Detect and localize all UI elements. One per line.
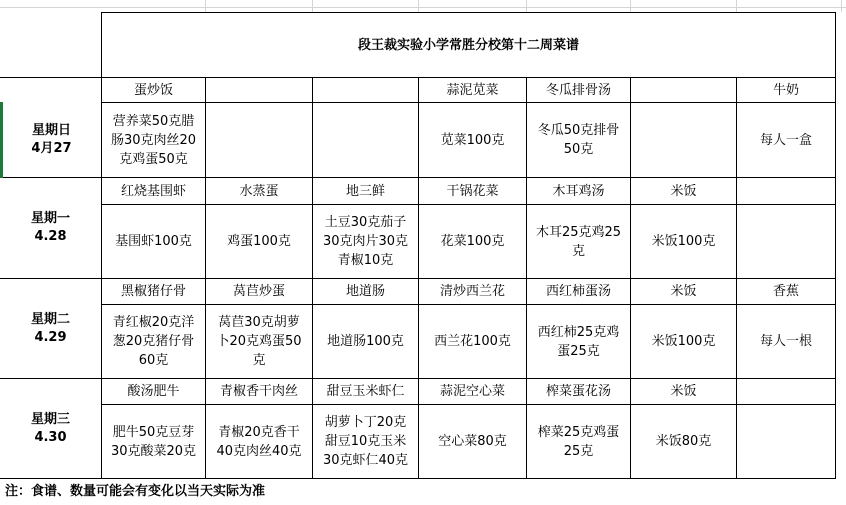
ingredient-cell[interactable]: 地道肠100克 (327, 334, 404, 349)
footer-note: 注：食谱、数量可能会有变化以当天实际为准 (5, 483, 266, 499)
gridline (0, 7, 846, 8)
dish-name[interactable]: 榨菜蛋花汤 (545, 384, 611, 399)
gridline (312, 0, 313, 12)
ingredient-cell[interactable]: 胡萝卜丁20克 甜豆10克玉米 30克虾仁40克 (322, 415, 409, 468)
day-label[interactable]: 星期日 4月27 (31, 122, 72, 156)
dish-name[interactable] (631, 78, 736, 102)
dish-name[interactable]: 清炒西兰花 (439, 284, 505, 299)
dish-name[interactable]: 蛋炒饭 (133, 82, 173, 98)
ingredient-cell[interactable]: 榨菜25克鸡蛋 25克 (537, 424, 620, 459)
ingredient-cell[interactable]: 米饭100克 (651, 334, 716, 349)
dish-name[interactable]: 米饭 (670, 384, 697, 399)
dish-name[interactable]: 蒜泥苋菜 (446, 82, 499, 98)
ingredient-cell[interactable]: 莴苣30克胡萝 卜20克鸡蛋50 克 (216, 315, 302, 368)
ingredient-cell[interactable]: 肥牛50克豆芽 30克酸菜20克 (110, 424, 197, 459)
ingredient-cell[interactable]: 米饭80克 (655, 434, 712, 449)
ingredient-cell[interactable]: 空心菜80克 (438, 434, 507, 449)
ingredient-cell[interactable]: 青椒20克香干 40克肉丝40克 (216, 424, 302, 459)
dish-name[interactable]: 西红柿蛋汤 (545, 284, 611, 299)
dish-name[interactable]: 木耳鸡汤 (552, 183, 605, 199)
dish-name[interactable]: 地三鲜 (345, 183, 385, 199)
ingredient-cell[interactable]: 每人一盒 (759, 132, 812, 148)
ingredient-cell[interactable]: 营养菜50克腊 肠30克肉丝20 克鸡蛋50克 (110, 113, 197, 167)
dish-name[interactable]: 水蒸蛋 (239, 183, 279, 199)
dish-name[interactable]: 蒜泥空心菜 (439, 384, 505, 399)
day-label[interactable]: 星期三 4.30 (30, 411, 70, 445)
dish-name[interactable]: 干锅花菜 (446, 183, 499, 199)
dish-name[interactable]: 酸汤肥牛 (127, 384, 180, 399)
dish-name[interactable]: 黑椒猪仔骨 (120, 284, 186, 299)
dish-name[interactable] (737, 379, 835, 404)
ingredient-cell[interactable] (631, 103, 736, 177)
ingredient-cell[interactable]: 花菜100克 (440, 234, 505, 249)
gridline (736, 0, 737, 12)
ingredient-cell[interactable]: 土豆30克茄子 30克肉片30克 青椒10克 (322, 215, 409, 268)
day-label[interactable]: 星期一 4.28 (30, 211, 70, 244)
dish-name[interactable]: 甜豆玉米虾仁 (326, 384, 405, 399)
dish-name[interactable]: 青椒香干肉丝 (219, 384, 298, 399)
ingredient-cell[interactable] (206, 103, 312, 177)
gridline (205, 0, 206, 12)
ingredient-cell[interactable] (313, 103, 418, 177)
dish-name[interactable]: 米饭 (670, 183, 697, 199)
ingredient-cell[interactable]: 基围虾100克 (115, 234, 192, 249)
gridline (526, 0, 527, 12)
dish-name[interactable]: 牛奶 (772, 82, 799, 98)
page-title: 段王裁实验小学常胜分校第十二周菜谱 (357, 37, 579, 53)
dish-name[interactable]: 香蕉 (772, 284, 799, 299)
dish-name[interactable]: 地道肠 (345, 284, 385, 299)
ingredient-cell[interactable]: 西红柿25克鸡 蛋25克 (537, 324, 620, 359)
dish-name[interactable]: 莴苣炒蛋 (232, 284, 285, 299)
day-label[interactable]: 星期二 4.29 (30, 311, 70, 345)
dish-name[interactable]: 米饭 (670, 284, 697, 299)
gridline (418, 0, 419, 12)
ingredient-cell[interactable]: 西兰花100克 (434, 334, 511, 349)
dish-name[interactable] (737, 178, 835, 204)
ingredient-cell[interactable] (737, 205, 835, 278)
dish-name[interactable]: 冬瓜排骨汤 (545, 82, 611, 98)
gridline (841, 0, 842, 12)
ingredient-cell[interactable] (737, 405, 835, 478)
ingredient-cell[interactable]: 青红椒20克洋 葱20克猪仔骨 60克 (112, 315, 195, 368)
dish-name[interactable] (206, 78, 312, 102)
dish-name[interactable] (313, 78, 418, 102)
table-border (835, 12, 836, 478)
dish-name[interactable]: 红烧基围虾 (120, 183, 186, 199)
ingredient-cell[interactable]: 木耳25克鸡25 克 (535, 224, 622, 259)
ingredient-cell[interactable]: 鸡蛋100克 (227, 234, 291, 249)
ingredient-cell[interactable]: 米饭100克 (651, 234, 716, 249)
ingredient-cell[interactable]: 苋菜100克 (440, 132, 505, 148)
ingredient-cell[interactable]: 每人一根 (759, 334, 812, 349)
gridline (630, 0, 631, 12)
ingredient-cell[interactable]: 冬瓜50克排骨 50克 (537, 123, 620, 157)
